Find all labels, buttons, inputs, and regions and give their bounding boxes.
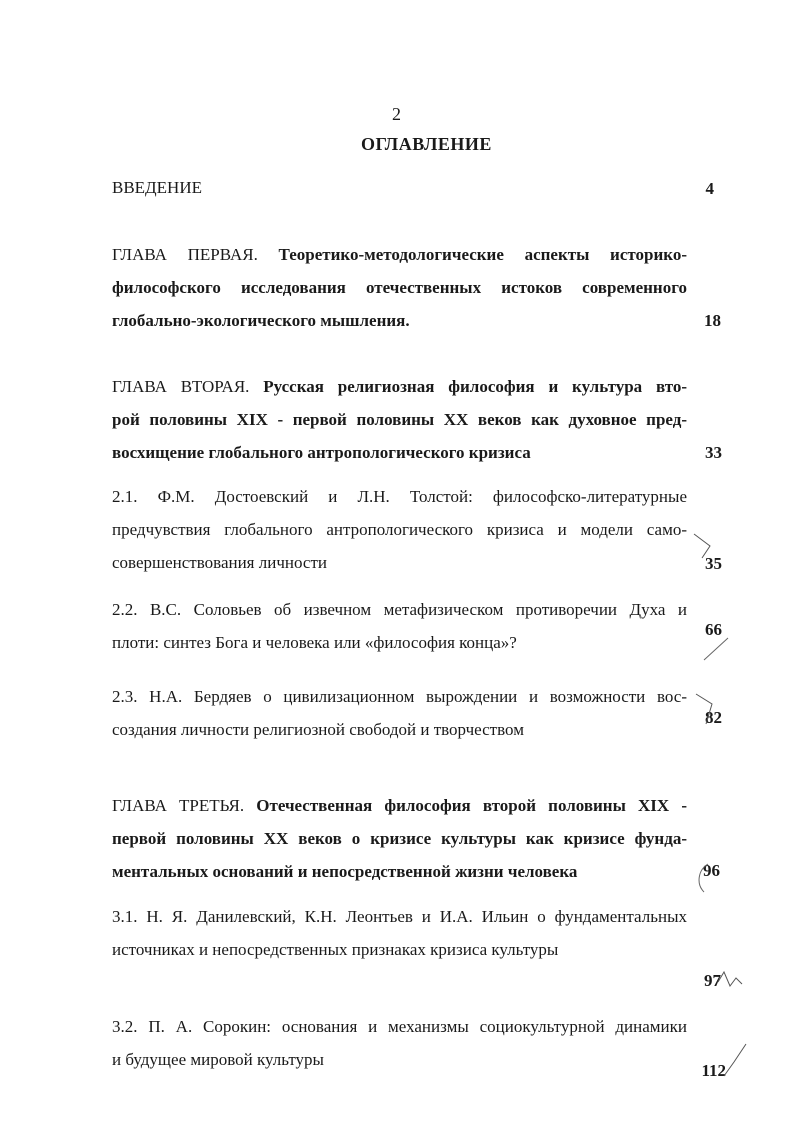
handwritten-check-icon (700, 630, 734, 666)
handwritten-check-icon (716, 968, 744, 994)
section-2-1-page: 35 (705, 554, 722, 573)
chapter1-page: 18 (704, 311, 721, 330)
chapter2-prefix: ГЛАВА ВТОРАЯ. (112, 377, 250, 396)
chapter3-line1 (112, 789, 687, 822)
chapter3-page: 96 (703, 861, 720, 880)
chapter3-prefix: ГЛАВА ТРЕТЬЯ. (112, 796, 245, 815)
section-3-1-page: 97 (704, 971, 721, 990)
section-line: 3.2. П. А. Сорокин: основания и механизмы социокультурной динамики (112, 1017, 687, 1036)
toc-entry-chapter3 (112, 789, 687, 888)
section-3-2-page: 112 (701, 1061, 726, 1080)
chapter3-title-part3: ментальных оснований и непосредственной жизни человека (112, 862, 578, 881)
chapter1-line1 (112, 238, 687, 271)
section-line: предчувствия глобального антропологического кризиса и модели само- (112, 520, 687, 539)
section-line: 2.3. Н.А. Бердяев о цивилизационном вырождении и возможности вос- (112, 687, 687, 706)
toc-title: ОГЛАВЛЕНИЕ (361, 134, 492, 154)
section-line: 2.1. Ф.М. Достоевский и Л.Н. Толстой: философско-литературные (112, 487, 687, 506)
chapter2-page: 33 (705, 443, 722, 462)
intro-page: 4 (705, 179, 714, 198)
section-2-3-page: 82 (705, 708, 722, 727)
chapter3-title-part1: Отечественная философия второй половины XIX - (256, 796, 687, 815)
section-line: создания личности религиозной свободой и творчеством (112, 720, 524, 739)
handwritten-check-icon (692, 690, 722, 730)
section-line: плоти: синтез Бога и человека или «философия конца»? (112, 633, 517, 652)
intro-label: ВВЕДЕНИЕ (112, 178, 202, 197)
chapter1-title-part3: глобально-экологического мышления. (112, 311, 410, 330)
toc-section-2-2 (112, 593, 687, 659)
section-line: источниках и непосредственных признаках кризиса культуры (112, 940, 559, 959)
chapter3-title-part2: первой половины XX веков о кризисе культуры как кризисе фунда- (112, 829, 687, 848)
toc-section-3-1 (112, 900, 687, 966)
chapter2-line1 (112, 370, 687, 403)
chapter2-title-part1: Русская религиозная философия и культура вто- (263, 377, 688, 396)
section-line: совершенствования личности (112, 553, 327, 572)
chapter2-title-part3: восхищение глобального антропологического кризиса (112, 443, 531, 462)
page-number: 2 (392, 104, 401, 124)
chapter2-title-part2: рой половины XIX - первой половины XX веков как духовное пред- (112, 410, 687, 429)
section-line: 2.2. В.С. Соловьев об извечном метафизическом противоречии Духа и (112, 600, 687, 619)
chapter1-title-part2: философского исследования отечественных истоков современного (112, 278, 687, 297)
toc-entry-chapter1 (112, 238, 687, 337)
section-line: и будущее мировой культуры (112, 1050, 324, 1069)
toc-entry-intro (112, 171, 687, 204)
handwritten-check-icon (690, 530, 720, 570)
handwritten-check-icon (720, 1040, 750, 1080)
section-2-2-page: 66 (705, 620, 722, 639)
toc-entry-chapter2 (112, 370, 687, 469)
section-line: 3.1. Н. Я. Данилевский, К.Н. Леонтьев и И.А. Ильин о фундаментальных (112, 907, 687, 926)
toc-section-2-3 (112, 680, 687, 746)
toc-section-3-2 (112, 1010, 687, 1076)
toc-section-2-1 (112, 480, 687, 579)
handwritten-check-icon (688, 860, 712, 896)
chapter1-prefix: ГЛАВА ПЕРВАЯ. (112, 245, 258, 264)
chapter1-title-part1: Теоретико-методологические аспекты историко- (278, 245, 688, 264)
